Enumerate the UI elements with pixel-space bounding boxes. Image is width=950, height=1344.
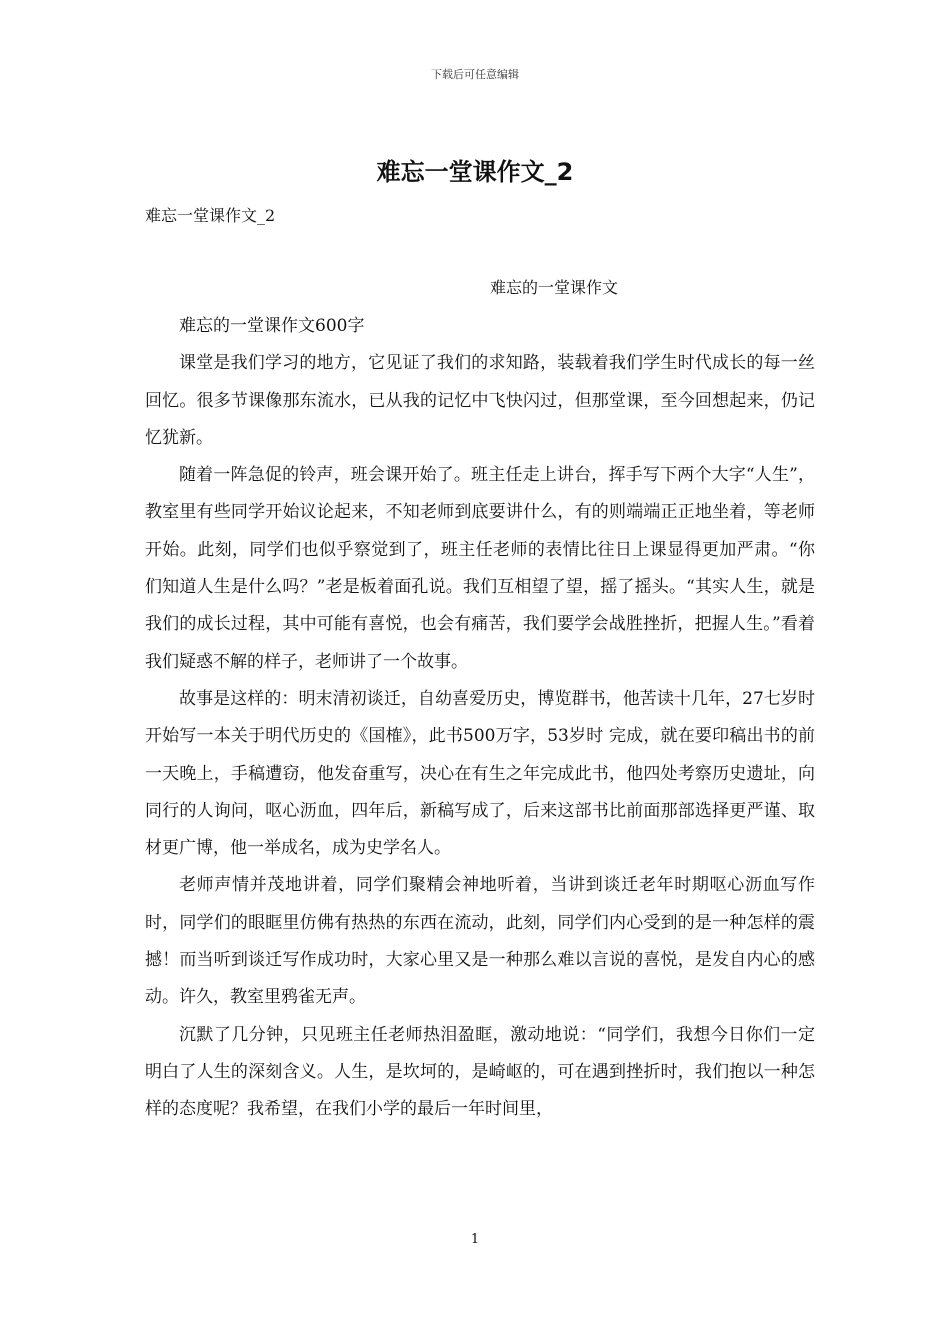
- document-title: 难忘一堂课作文_2: [376, 158, 574, 186]
- paragraph: 随着一阵急促的铃声，班会课开始了。班主任走上讲台，挥手写下两个大字“人生”，教室里有些同学开始议论起来，不知老师到底要讲什么，有的则端端正正地坐着，等老师开始。此刻，同学们也似乎察觉到了，班主任老师的表情比往日上课显得更加严肃。“你们知道人生是什么吗？”老是板着面孔说。我们互相望了望，摇了摇头。“其实人生，就是我们的成长过程，其中可能有喜悦，也会有痛苦，我们要学会战胜挫折，把握人生。”看着我们疑惑不解的样子，老师讲了一个故事。: [145, 465, 815, 672]
- paragraph: 老师声情并茂地讲着，同学们聚精会神地听着，当讲到谈迁老年时期呕心沥血写作时，同学们的眼眶里仿佛有热热的东西在流动，此刻，同学们内心受到的是一种怎样的震撼！而当听到谈迁写作成功时，大家心里又是一种那么难以言说的喜悦，是发自内心的感动。许久，教室里鸦雀无声。: [145, 875, 815, 1008]
- page-number: 1: [470, 1232, 480, 1247]
- paragraph: 难忘的一堂课作文600字: [179, 316, 365, 336]
- paragraph: 故事是这样的：明末清初谈迁，自幼喜爱历史，博览群书，他苦读十几年，27七岁时开始写一本关于明代历史的《国榷》，此书500万字，53岁时 完成，就在要印稿出书的前一天晚上，手稿遭窃，他发奋重写，决心在有生之年完成此书，他四处考察历史遗址，向同行的人询问，呕心沥血，四年后，新稿写成了，后来这部书比前面那部选择更严谨、取材更广博，他一举成名，成为史学名人。: [145, 688, 815, 859]
- header-note: 下载后可任意编辑: [431, 68, 519, 81]
- essay-heading: 难忘的一堂课作文: [490, 278, 619, 297]
- essay-body: [145, 308, 815, 1129]
- paragraph: 课堂是我们学习的地方，它见证了我们的求知路，装载着我们学生时代成长的每一丝回忆。很多节课像那东流水，已从我的记忆中飞快闪过，但那堂课，至今回想起来，仍记忆犹新。: [145, 353, 815, 448]
- paragraph: 沉默了几分钟，只见班主任老师热泪盈眶，激动地说：“同学们，我想今日你们一定明白了人生的深刻含义。人生，是坎坷的，是崎岖的，可在遇到挫折时，我们抱以一种怎样的态度呢？我希望，在我们小学的最后一年时间里，: [145, 1024, 815, 1120]
- document-subtitle: 难忘一堂课作文_2: [145, 206, 276, 225]
